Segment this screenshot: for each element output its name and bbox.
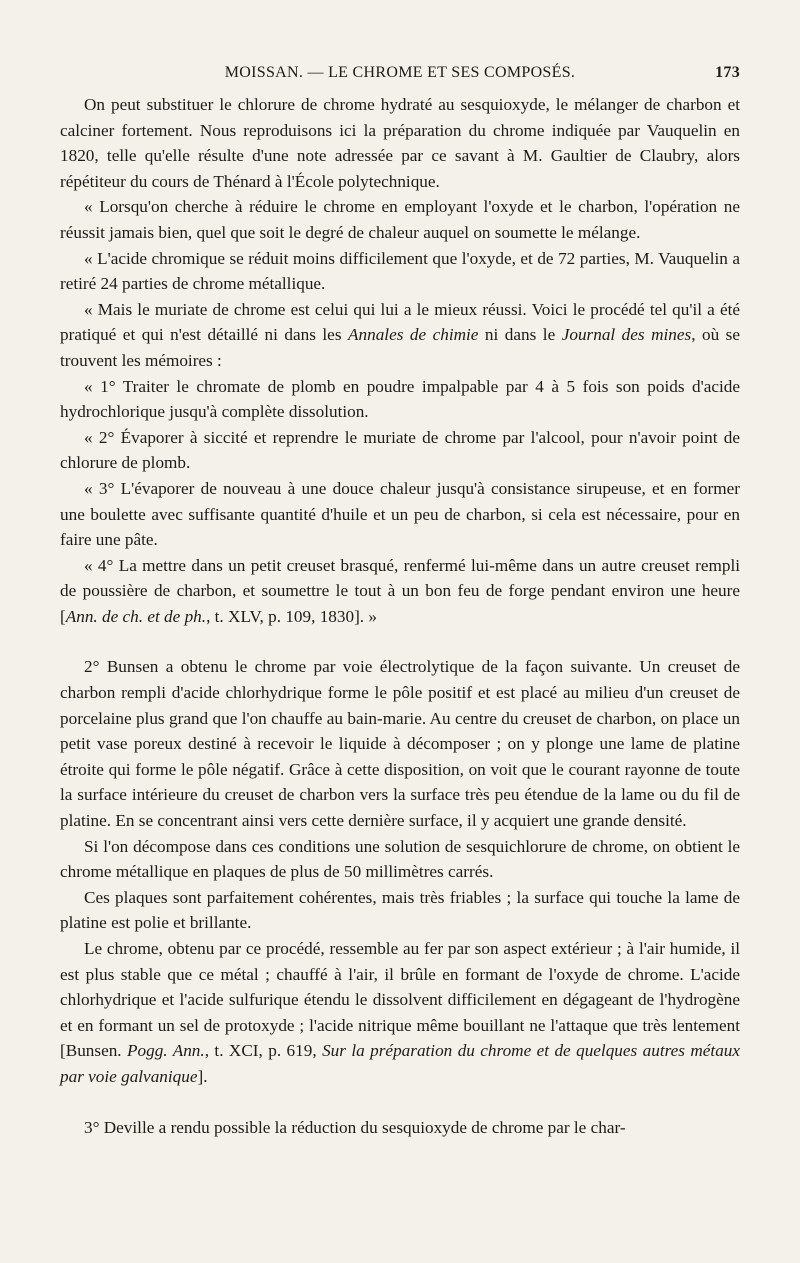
text-run: « 1° Traiter le chromate de plomb en poudre impalpable par 4 à 5 fois son poids d'acide hydrochlorique jusqu'à complète dissolution.	[60, 376, 740, 422]
text-run: « L'acide chromique se réduit moins difficilement que l'oxyde, et de 72 parties, M. Vauquelin a retiré 24 parties de chrome métallique.	[60, 248, 740, 294]
text-run: « 3° L'évaporer de nouveau à une douce chaleur jusqu'à consistance sirupeuse, et en former une boulette avec suffisante quantité d'huile et un peu de charbon, si cela est nécessaire, pour en faire une pâte.	[60, 478, 740, 550]
text-run: , où se trouvent les mémoires :	[60, 325, 741, 370]
text-run: , t. XLV, p. 109, 1830]. »	[206, 606, 377, 626]
text-run: ni dans le	[478, 325, 562, 345]
text-run: 2° Bunsen a obtenu le chrome par voie électrolytique de la façon suivante. Un creuset de charbon rempli d'acide chlorhydrique forme le pôle positif et est placé au milieu d'un creuset de porcelaine plus grand que l'on chauffe au bain-marie. Au centre du creuset de charbon, on place un petit vase poreux destiné à recevoir le liquide à décomposer ; on y plonge une lame de platine étroite qui forme le pôle négatif. Grâce à cette disposition, on voit que le courant rayonne de toute la surface intérieure du creuset de charbon vers la surface très peu étendue de la lame ou du fil de platine. En se concentrant ainsi vers cette dernière surface, il y acquiert une grande densité.	[60, 657, 740, 831]
paragraph	[60, 374, 740, 425]
italic-citation: Pogg. Ann.	[127, 1041, 205, 1061]
text-run: « 2° Évaporer à siccité et reprendre le muriate de chrome par l'alcool, pour n'avoir point de chlorure de plomb.	[60, 427, 740, 473]
text-run: Le chrome, obtenu par ce procédé, ressemble au fer par son aspect extérieur ; à l'air humide, il est plus stable que ce métal ; chauffé à l'air, il brûle en formant de l'oxyde de chrome. L'acide chlorhydrique et l'acide sulfurique étendu le dissolvent difficilement en dégageant de l'hydrogène et en formant un sel de protoxyde ; l'acide nitrique même bouillant ne l'attaque que très lentement [Bunsen.	[60, 939, 740, 1061]
paragraph	[60, 885, 740, 936]
text-run: « Mais le muriate de chrome est celui qui lui a le mieux réussi. Voici le procédé tel qu'il a été pratiqué et qui n'est détaillé ni dans les	[60, 299, 740, 345]
running-head: MOISSAN. — LE CHROME ET SES COMPOSÉS.	[224, 64, 576, 81]
page-number: 173	[715, 64, 740, 81]
text-run: Si l'on décompose dans ces conditions une solution de sesquichlorure de chrome, on obtient le chrome métallique en plaques de plus de 50 millimètres carrés.	[60, 836, 740, 882]
text-run: ].	[197, 1066, 208, 1086]
paragraph	[60, 834, 740, 885]
paragraph	[60, 1115, 740, 1141]
paragraph	[60, 297, 740, 374]
paragraph	[60, 194, 740, 245]
paragraph	[60, 246, 740, 297]
italic-citation: Sur la préparation du chrome et de quelques autres métaux par voie galvanique	[60, 1041, 741, 1086]
paragraph	[60, 476, 740, 553]
italic-citation: Journal des mines	[561, 325, 692, 345]
paragraph	[60, 654, 740, 833]
page-header	[60, 64, 740, 90]
text-run: , t. XCI, p. 619,	[204, 1041, 323, 1061]
paragraph	[60, 92, 740, 194]
text-run: On peut substituer le chlorure de chrome hydraté au sesquioxyde, le mélanger de charbon et calciner fortement. Nous reproduisons ici la préparation du chrome indiquée par Vauquelin en 1820, telle qu'elle résulte d'une note adressée par ce savant à M. Gaultier de Claubry, alors répétiteur du cours de Thénard à l'École polytechnique.	[60, 95, 740, 191]
paragraph	[60, 936, 740, 1090]
text-run: « 4° La mettre dans un petit creuset brasqué, renfermé lui-même dans un autre creuset rempli de poussière de charbon, et soumettre le tout à un bon feu de forge pendant environ une heure [	[60, 555, 740, 626]
text-run: 3° Deville a rendu possible la réduction du sesquioxyde de chrome par le char-	[84, 1117, 626, 1137]
paragraph	[60, 553, 740, 630]
text-run: Ces plaques sont parfaitement cohérentes, mais très friables ; la surface qui touche la lame de platine est polie et brillante.	[60, 887, 740, 933]
body-text	[60, 92, 740, 1140]
italic-citation: Annales de chimie	[348, 325, 479, 345]
paragraph	[60, 425, 740, 476]
text-run: « Lorsqu'on cherche à réduire le chrome en employant l'oxyde et le charbon, l'opération ne réussit jamais bien, quel que soit le degré de chaleur auquel on soumette le mélange.	[60, 197, 740, 242]
italic-citation: Ann. de ch. et de ph.	[65, 606, 207, 626]
